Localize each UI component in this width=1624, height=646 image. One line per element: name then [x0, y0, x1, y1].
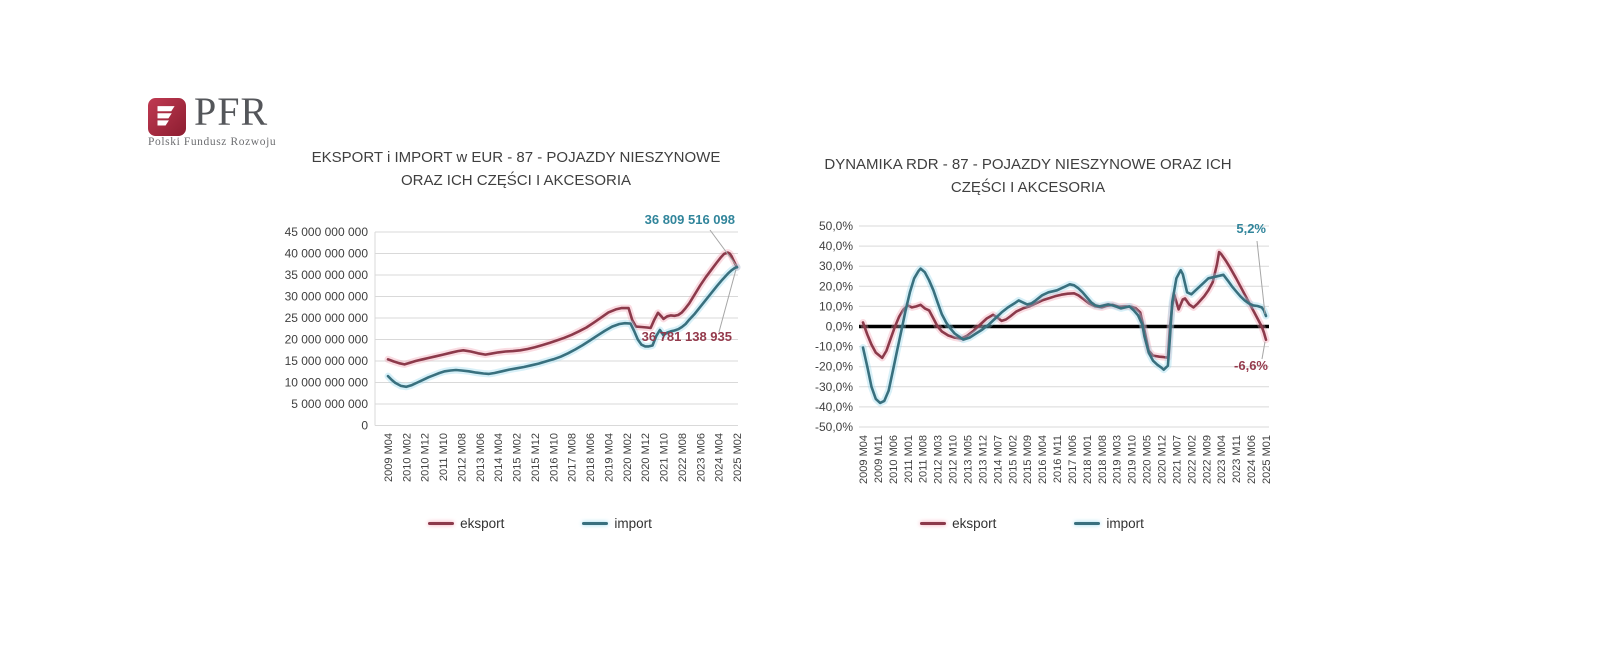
- logo-acronym: PFR: [194, 89, 269, 134]
- x-tick-label: 2018 M08: [1096, 435, 1109, 484]
- x-tick-label: 2011 M01: [902, 435, 915, 484]
- x-tick-label: 2017 M08: [566, 433, 579, 482]
- x-tick-label: 2025 M02: [732, 433, 744, 482]
- y-tick-label: 5 000 000 000: [291, 397, 368, 411]
- x-tick-label: 2022 M09: [1201, 435, 1214, 484]
- x-tick-label: 2023 M06: [695, 433, 708, 482]
- y-tick-label: 10,0%: [818, 299, 853, 314]
- y-tick-label: 40,0%: [818, 239, 853, 254]
- chart2-legend: [792, 516, 1272, 531]
- x-tick-label: 2019 M10: [1126, 435, 1139, 484]
- x-tick-label: 2013 M06: [474, 433, 487, 482]
- y-tick-label: 40 000 000 000: [284, 246, 368, 261]
- x-tick-label: 2016 M10: [548, 433, 561, 482]
- legend-label-eksport: eksport: [460, 516, 505, 531]
- legend-item-import: [582, 516, 652, 531]
- logo-subtitle: Polski Fundusz Rozwoju: [148, 136, 277, 148]
- y-tick-label: 20 000 000 000: [284, 332, 368, 347]
- legend-item-eksport: [920, 516, 996, 531]
- series-glow-import: [388, 267, 737, 387]
- data-label-import: 5,2%: [1236, 221, 1266, 236]
- legend-swatch-import: [582, 522, 608, 525]
- y-tick-label: 50,0%: [818, 219, 853, 233]
- y-tick-label: -20,0%: [814, 359, 853, 374]
- x-tick-label: 2015 M12: [529, 433, 542, 482]
- x-tick-label: 2010 M02: [401, 433, 414, 482]
- legend-label-import: import: [1106, 516, 1144, 531]
- x-tick-label: 2015 M09: [1022, 435, 1035, 484]
- data-label-import: 36 809 516 098: [644, 212, 735, 227]
- y-tick-label: 25 000 000 000: [284, 311, 368, 325]
- x-tick-label: 2022 M08: [676, 433, 689, 482]
- y-tick-label: -10,0%: [814, 339, 853, 354]
- y-tick-label: 0: [361, 418, 368, 433]
- x-tick-label: 2020 M12: [640, 433, 653, 482]
- pfr-flag-icon: [148, 98, 186, 136]
- x-tick-label: 2023 M04: [1216, 435, 1229, 484]
- chart1-plot: [262, 200, 767, 510]
- x-tick-label: 2012 M03: [932, 435, 945, 484]
- x-tick-label: 2023 M11: [1231, 435, 1244, 484]
- x-tick-label: 2009 M11: [872, 435, 885, 484]
- y-tick-label: 10 000 000 000: [284, 375, 368, 390]
- x-tick-label: 2013 M12: [977, 435, 990, 484]
- y-tick-label: 45 000 000 000: [284, 225, 368, 239]
- y-tick-label: -40,0%: [814, 399, 853, 414]
- x-tick-label: 2016 M04: [1037, 435, 1050, 484]
- data-label-eksport: -6,6%: [1234, 358, 1268, 373]
- x-tick-label: 2015 M02: [1007, 435, 1020, 484]
- x-tick-label: 2022 M02: [1186, 435, 1199, 484]
- data-label-eksport: 36 781 138 935: [641, 329, 732, 344]
- x-tick-label: 2009 M04: [858, 435, 870, 484]
- x-tick-label: 2012 M08: [456, 433, 469, 482]
- x-tick-label: 2017 M06: [1066, 435, 1079, 484]
- x-tick-label: 2019 M03: [1111, 435, 1124, 484]
- x-tick-label: 2009 M04: [383, 433, 395, 482]
- y-tick-label: 30,0%: [818, 259, 853, 274]
- chart2-title: DYNAMIKA RDR - 87 - POJAZDY NIESZYNOWE ORAZ ICH CZĘŚCI I AKCESORIA: [824, 156, 1232, 196]
- x-tick-label: 2011 M10: [438, 433, 451, 482]
- y-tick-label: 15 000 000 000: [284, 354, 368, 368]
- x-tick-label: 2010 M12: [419, 433, 432, 482]
- x-tick-label: 2021 M07: [1171, 435, 1184, 484]
- legend-swatch-eksport: [920, 522, 946, 525]
- x-tick-label: 2015 M02: [511, 433, 524, 482]
- chart1-title: EKSPORT i IMPORT w EUR - 87 - POJAZDY NIESZYNOWE ORAZ ICH CZĘŚCI I AKCESORIA: [311, 149, 721, 189]
- legend-swatch-eksport: [428, 522, 454, 525]
- x-tick-label: 2020 M05: [1141, 435, 1154, 484]
- legend-label-eksport: eksport: [952, 516, 997, 531]
- y-tick-label: 20,0%: [818, 279, 853, 294]
- x-tick-label: 2013 M05: [962, 435, 975, 484]
- x-tick-label: 2019 M04: [603, 433, 616, 482]
- chart1-legend: [300, 516, 780, 531]
- x-tick-label: 2024 M06: [1246, 435, 1259, 484]
- y-tick-label: 35 000 000 000: [284, 268, 368, 282]
- x-tick-label: 2020 M02: [621, 433, 634, 482]
- series-line-eksport: [388, 253, 737, 365]
- chart2-plot: [775, 200, 1300, 510]
- x-tick-label: 2021 M10: [658, 433, 671, 482]
- x-tick-label: 2012 M10: [947, 435, 960, 484]
- x-tick-label: 2011 M08: [917, 435, 930, 484]
- y-tick-label: -50,0%: [814, 420, 853, 434]
- legend-item-eksport: [428, 516, 504, 531]
- x-tick-label: 2016 M11: [1052, 435, 1065, 484]
- y-tick-label: -30,0%: [814, 379, 853, 394]
- x-tick-label: 2014 M04: [493, 433, 506, 482]
- x-tick-label: 2018 M06: [585, 433, 598, 482]
- x-tick-label: 2018 M01: [1081, 435, 1094, 484]
- legend-swatch-import: [1074, 522, 1100, 525]
- x-tick-label: 2025 M01: [1261, 435, 1273, 484]
- x-tick-label: 2024 M04: [713, 433, 726, 482]
- annotation-leader-line: [1262, 342, 1265, 359]
- x-tick-label: 2020 M12: [1156, 435, 1169, 484]
- legend-label-import: import: [614, 516, 652, 531]
- x-tick-label: 2014 M07: [992, 435, 1005, 484]
- y-tick-label: 30 000 000 000: [284, 289, 368, 304]
- x-tick-label: 2010 M06: [887, 435, 900, 484]
- y-tick-label: 0,0%: [825, 319, 853, 334]
- legend-item-import: [1074, 516, 1144, 531]
